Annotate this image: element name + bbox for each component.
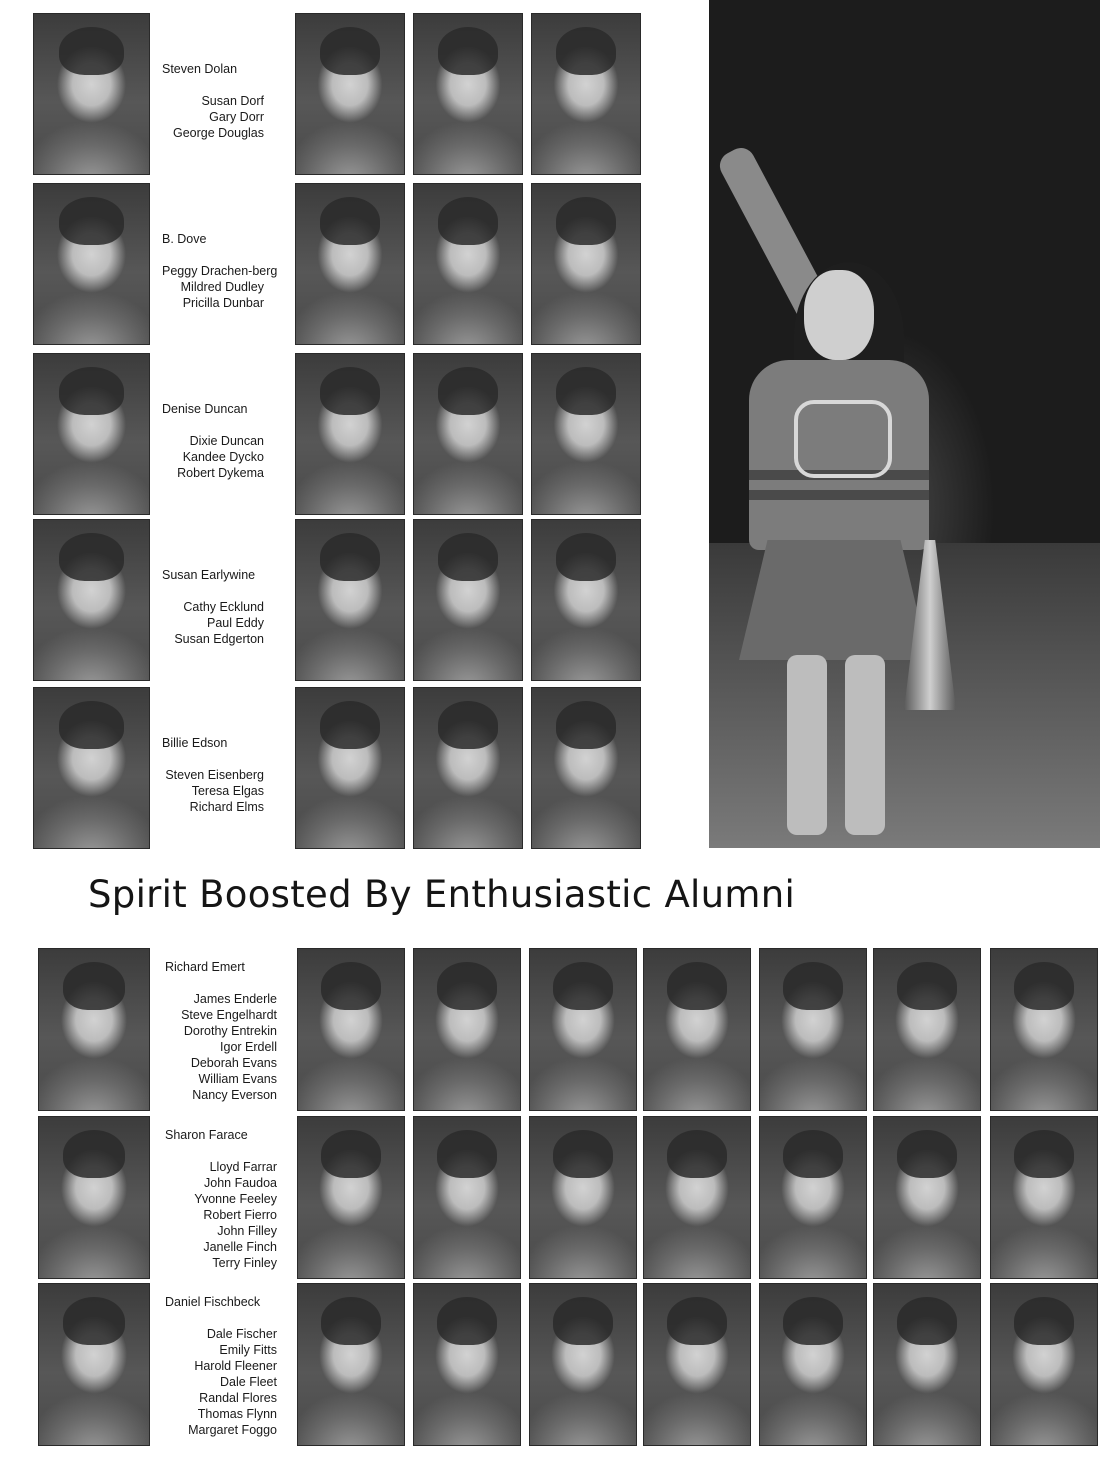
student-name: William Evans bbox=[198, 1072, 277, 1086]
name-list bbox=[162, 61, 264, 141]
portrait-hair bbox=[437, 1130, 496, 1178]
student-name: Mildred Dudley bbox=[180, 280, 264, 294]
student-name: Yvonne Feeley bbox=[194, 1192, 277, 1206]
portrait-hair bbox=[897, 962, 956, 1010]
portrait-hair bbox=[438, 197, 498, 245]
left-student-name: Richard Emert bbox=[165, 960, 245, 974]
portrait-photo bbox=[759, 948, 867, 1111]
left-student-name: Susan Earlywine bbox=[162, 568, 256, 582]
portrait-hair bbox=[321, 1297, 380, 1345]
portrait-photo bbox=[759, 1116, 867, 1279]
portrait-photo bbox=[531, 183, 641, 345]
student-name: Richard Elms bbox=[189, 800, 264, 814]
portrait-photo bbox=[990, 1116, 1098, 1279]
name-list bbox=[165, 1294, 277, 1438]
portrait-photo bbox=[413, 519, 523, 681]
page-headline: Spirit Boosted By Enthusiastic Alumni bbox=[88, 873, 796, 916]
student-name: Nancy Everson bbox=[192, 1088, 277, 1102]
photo-leg-left bbox=[787, 655, 827, 835]
portrait-photo bbox=[413, 687, 523, 849]
portrait-hair bbox=[63, 1297, 125, 1345]
student-name: Igor Erdell bbox=[220, 1040, 277, 1054]
portrait-hair bbox=[556, 367, 616, 415]
portrait-photo bbox=[295, 519, 405, 681]
portrait-photo bbox=[33, 13, 150, 175]
portrait-photo bbox=[295, 687, 405, 849]
portrait-hair bbox=[1014, 1297, 1073, 1345]
student-name: Paul Eddy bbox=[207, 616, 264, 630]
portrait-photo bbox=[413, 183, 523, 345]
portrait-photo bbox=[990, 1283, 1098, 1446]
portrait-hair bbox=[783, 962, 842, 1010]
portrait-photo bbox=[873, 948, 981, 1111]
name-list bbox=[162, 231, 278, 311]
left-student-name: Sharon Farace bbox=[165, 1128, 248, 1142]
portrait-photo bbox=[33, 183, 150, 345]
student-name: Steven Eisenberg bbox=[165, 768, 264, 782]
portrait-hair bbox=[553, 1130, 612, 1178]
portrait-photo bbox=[531, 687, 641, 849]
portrait-hair bbox=[320, 367, 380, 415]
portrait-photo bbox=[38, 948, 150, 1111]
portrait-photo bbox=[873, 1116, 981, 1279]
student-name: Cathy Ecklund bbox=[183, 600, 264, 614]
portrait-hair bbox=[438, 27, 498, 75]
student-name: Terry Finley bbox=[212, 1256, 277, 1270]
student-name: Margaret Foggo bbox=[188, 1423, 277, 1437]
portrait-photo bbox=[529, 1283, 637, 1446]
portrait-hair bbox=[553, 962, 612, 1010]
student-name: Dale Fleet bbox=[220, 1375, 277, 1389]
portrait-photo bbox=[413, 13, 523, 175]
portrait-photo bbox=[295, 183, 405, 345]
student-name: John Faudoa bbox=[204, 1176, 277, 1190]
portrait-hair bbox=[556, 27, 616, 75]
portrait-photo bbox=[529, 1116, 637, 1279]
portrait-photo bbox=[297, 1116, 405, 1279]
photo-skirt bbox=[739, 540, 929, 660]
student-name: James Enderle bbox=[193, 992, 277, 1006]
portrait-photo bbox=[33, 687, 150, 849]
portrait-hair bbox=[438, 701, 498, 749]
student-name: Thomas Flynn bbox=[197, 1407, 277, 1421]
portrait-photo bbox=[413, 1283, 521, 1446]
student-name: Deborah Evans bbox=[190, 1056, 277, 1070]
name-list bbox=[162, 735, 264, 815]
portrait-hair bbox=[321, 1130, 380, 1178]
portrait-hair bbox=[63, 1130, 125, 1178]
portrait-hair bbox=[63, 962, 125, 1010]
student-name: Susan Dorf bbox=[201, 94, 264, 108]
portrait-hair bbox=[59, 701, 123, 749]
portrait-hair bbox=[667, 1297, 726, 1345]
student-name: Steve Engelhardt bbox=[181, 1008, 277, 1022]
portrait-hair bbox=[320, 197, 380, 245]
portrait-photo bbox=[295, 13, 405, 175]
portrait-photo bbox=[531, 519, 641, 681]
left-student-name: Daniel Fischbeck bbox=[165, 1295, 261, 1309]
portrait-hair bbox=[320, 533, 380, 581]
portrait-photo bbox=[413, 948, 521, 1111]
student-name: Gary Dorr bbox=[209, 110, 264, 124]
portrait-photo bbox=[297, 1283, 405, 1446]
portrait-hair bbox=[59, 197, 123, 245]
portrait-photo bbox=[38, 1283, 150, 1446]
portrait-photo bbox=[643, 1116, 751, 1279]
portrait-hair bbox=[59, 27, 123, 75]
portrait-hair bbox=[783, 1130, 842, 1178]
cheerleader-photo bbox=[709, 0, 1100, 848]
portrait-hair bbox=[556, 197, 616, 245]
portrait-photo bbox=[759, 1283, 867, 1446]
portrait-photo bbox=[33, 519, 150, 681]
portrait-photo bbox=[643, 948, 751, 1111]
photo-sweater-stripe bbox=[749, 490, 929, 500]
student-name: Kandee Dycko bbox=[182, 450, 264, 464]
photo-face bbox=[804, 270, 874, 360]
portrait-hair bbox=[553, 1297, 612, 1345]
student-name: Teresa Elgas bbox=[191, 784, 264, 798]
name-list bbox=[162, 401, 264, 481]
portrait-photo bbox=[38, 1116, 150, 1279]
portrait-photo bbox=[990, 948, 1098, 1111]
portrait-photo bbox=[873, 1283, 981, 1446]
portrait-photo bbox=[531, 13, 641, 175]
student-name: Dale Fischer bbox=[206, 1327, 277, 1341]
portrait-photo bbox=[33, 353, 150, 515]
student-name: Robert Dykema bbox=[177, 466, 264, 480]
name-list bbox=[162, 567, 264, 647]
portrait-hair bbox=[437, 962, 496, 1010]
name-list bbox=[165, 959, 277, 1103]
portrait-photo bbox=[295, 353, 405, 515]
student-name: Peggy Drachen-berg bbox=[162, 264, 278, 278]
left-student-name: B. Dove bbox=[162, 232, 207, 246]
portrait-hair bbox=[320, 27, 380, 75]
student-name: Susan Edgerton bbox=[174, 632, 264, 646]
student-name: Dixie Duncan bbox=[189, 434, 264, 448]
portrait-photo bbox=[531, 353, 641, 515]
student-name: John Filley bbox=[217, 1224, 277, 1238]
student-name: Dorothy Entrekin bbox=[183, 1024, 277, 1038]
portrait-hair bbox=[1014, 962, 1073, 1010]
portrait-photo bbox=[413, 353, 523, 515]
portrait-hair bbox=[437, 1297, 496, 1345]
student-name: Janelle Finch bbox=[203, 1240, 277, 1254]
student-name: Emily Fitts bbox=[219, 1343, 277, 1357]
portrait-photo bbox=[413, 1116, 521, 1279]
name-list bbox=[165, 1127, 277, 1271]
portrait-hair bbox=[1014, 1130, 1073, 1178]
portrait-hair bbox=[667, 962, 726, 1010]
portrait-hair bbox=[556, 533, 616, 581]
portrait-hair bbox=[438, 367, 498, 415]
portrait-photo bbox=[529, 948, 637, 1111]
portrait-hair bbox=[556, 701, 616, 749]
photo-sweater-emblem bbox=[794, 400, 892, 478]
student-name: Randal Flores bbox=[199, 1391, 277, 1405]
student-name: Robert Fierro bbox=[203, 1208, 277, 1222]
left-student-name: Billie Edson bbox=[162, 736, 228, 750]
portrait-hair bbox=[783, 1297, 842, 1345]
portrait-hair bbox=[59, 533, 123, 581]
student-name: Lloyd Farrar bbox=[209, 1160, 277, 1174]
student-name: George Douglas bbox=[172, 126, 264, 140]
portrait-hair bbox=[59, 367, 123, 415]
photo-leg-right bbox=[845, 655, 885, 835]
student-name: Harold Fleener bbox=[194, 1359, 277, 1373]
portrait-hair bbox=[321, 962, 380, 1010]
portrait-photo bbox=[297, 948, 405, 1111]
portrait-hair bbox=[438, 533, 498, 581]
portrait-hair bbox=[897, 1297, 956, 1345]
left-student-name: Steven Dolan bbox=[162, 62, 238, 76]
portrait-photo bbox=[643, 1283, 751, 1446]
portrait-hair bbox=[897, 1130, 956, 1178]
student-name: Pricilla Dunbar bbox=[182, 296, 264, 310]
left-student-name: Denise Duncan bbox=[162, 402, 248, 416]
portrait-hair bbox=[667, 1130, 726, 1178]
portrait-hair bbox=[320, 701, 380, 749]
